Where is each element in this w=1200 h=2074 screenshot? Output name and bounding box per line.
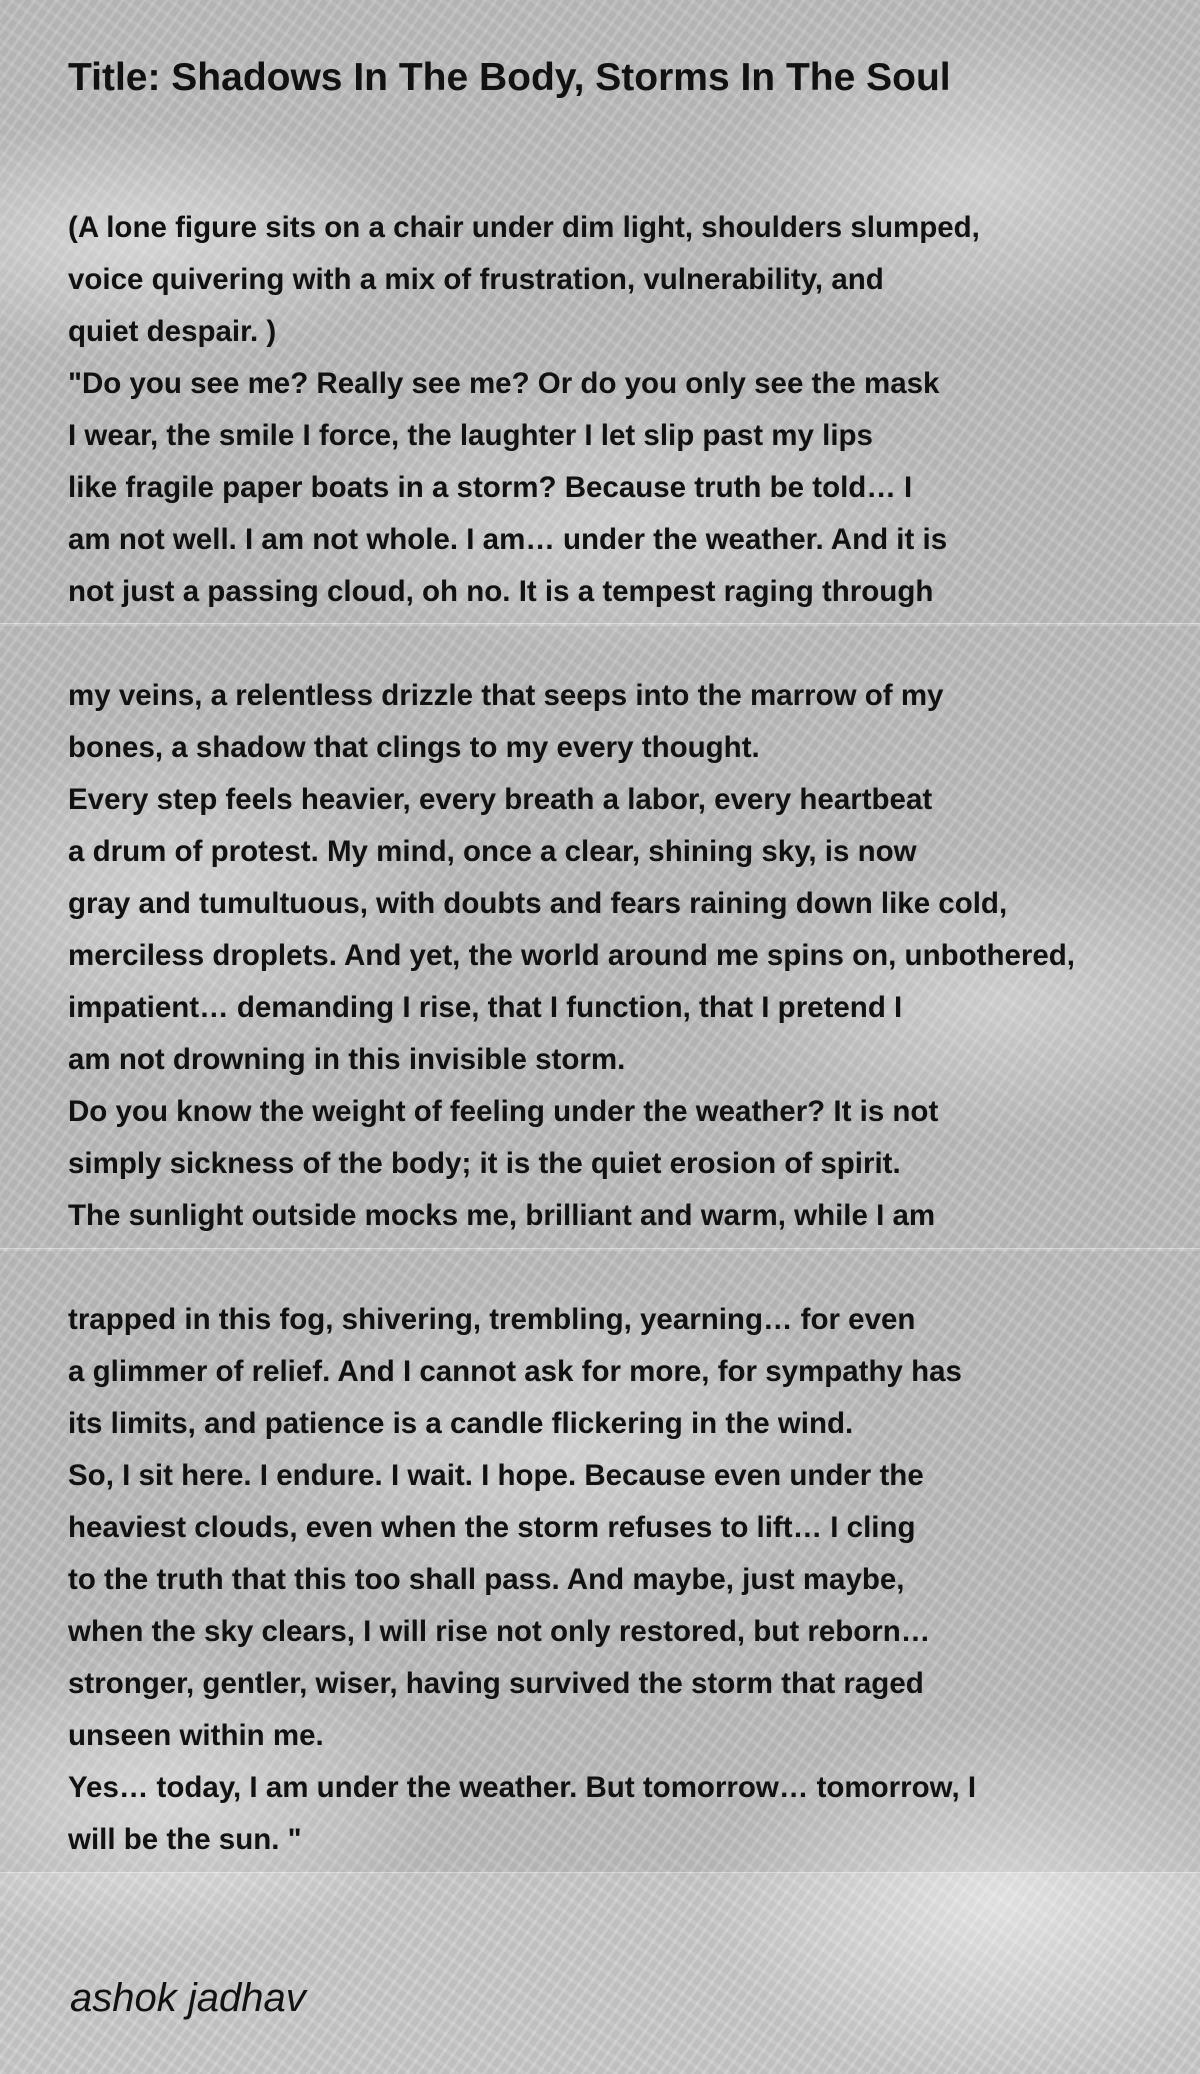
poem-line: am not well. I am not whole. I am… under the weather. And it is [68, 523, 948, 556]
poem-line: "Do you see me? Really see me? Or do you only see the mask [68, 367, 940, 400]
stanza-gap [68, 618, 1200, 670]
poem-line: a glimmer of relief. And I cannot ask for more, for sympathy has [68, 1355, 962, 1388]
poem-line: a drum of protest. My mind, once a clear, shining sky, is now [68, 835, 917, 868]
poem-line: gray and tumultuous, with doubts and fears raining down like cold, [68, 887, 1008, 920]
poem-line: voice quivering with a mix of frustration, vulnerability, and [68, 263, 884, 296]
poem-line: its limits, and patience is a candle flickering in the wind. [68, 1407, 854, 1440]
poem-line: Every step feels heavier, every breath a labor, every heartbeat [68, 783, 933, 816]
poem-line: not just a passing cloud, oh no. It is a tempest raging through [68, 575, 934, 608]
poem-line: (A lone figure sits on a chair under dim light, shoulders slumped, [68, 211, 980, 244]
poem-line: quiet despair. ) [68, 315, 277, 348]
poem-line: Yes… today, I am under the weather. But tomorrow… tomorrow, I [68, 1771, 977, 1804]
poem-line: stronger, gentler, wiser, having survived the storm that raged [68, 1667, 924, 1700]
poem-line: The sunlight outside mocks me, brilliant and warm, while I am [68, 1199, 936, 1232]
author-name: ashok jadhav [70, 1976, 306, 2020]
poem-body [68, 202, 1200, 1866]
stanza-gap [68, 1242, 1200, 1294]
poem-line: unseen within me. [68, 1719, 324, 1752]
poem-title: Title: Shadows In The Body, Storms In The Soul [68, 56, 951, 99]
poem-line: Do you know the weight of feeling under the weather? It is not [68, 1095, 939, 1128]
poem-line: heaviest clouds, even when the storm refuses to lift… I cling [68, 1511, 916, 1544]
poem-line: will be the sun. " [68, 1823, 302, 1856]
poem-line: trapped in this fog, shivering, trembling, yearning… for even [68, 1303, 916, 1336]
poem-line: to the truth that this too shall pass. And maybe, just maybe, [68, 1563, 905, 1596]
poem-line: am not drowning in this invisible storm. [68, 1043, 626, 1076]
poem-line: like fragile paper boats in a storm? Because truth be told… I [68, 471, 913, 504]
poem-line: merciless droplets. And yet, the world around me spins on, unbothered, [68, 939, 1075, 972]
poem-line: my veins, a relentless drizzle that seeps into the marrow of my [68, 679, 944, 712]
poem-line: when the sky clears, I will rise not only restored, but reborn… [68, 1615, 931, 1648]
poem-line: So, I sit here. I endure. I wait. I hope. Because even under the [68, 1459, 924, 1492]
poem-line: simply sickness of the body; it is the quiet erosion of spirit. [68, 1147, 901, 1180]
poem-line: impatient… demanding I rise, that I function, that I pretend I [68, 991, 903, 1024]
poem-line: bones, a shadow that clings to my every thought. [68, 731, 760, 764]
poem-line: I wear, the smile I force, the laughter I let slip past my lips [68, 419, 873, 452]
